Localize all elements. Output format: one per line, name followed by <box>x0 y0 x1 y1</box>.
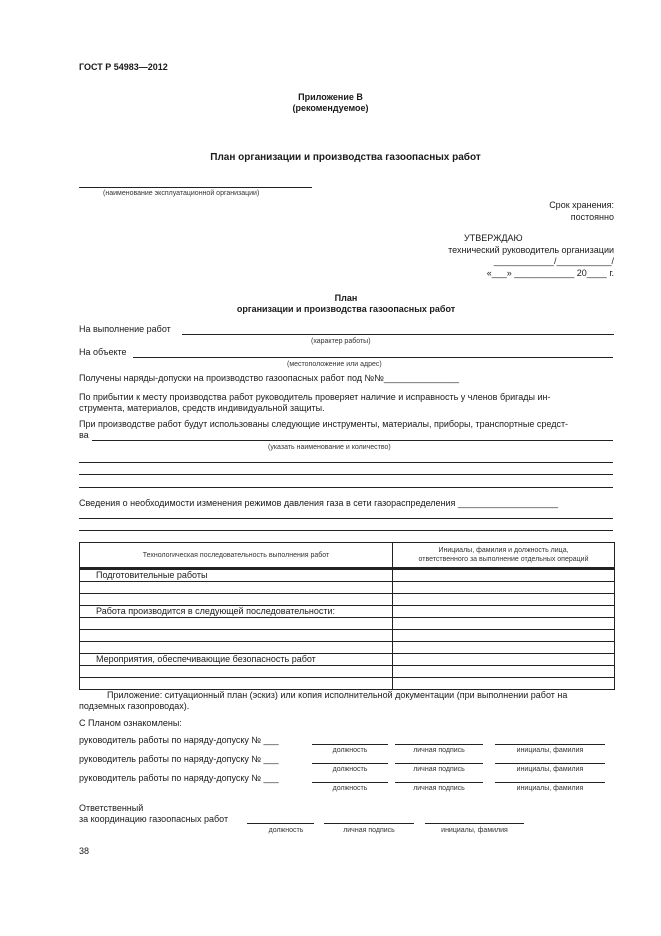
tools-text-1: При производстве работ будут использованы следующие инструменты, материалы, приборы, транспортные средст- <box>79 419 569 429</box>
table-cell <box>80 594 393 606</box>
approve-sign-line: ____________/___________/ <box>493 256 614 266</box>
table-cell <box>393 582 615 594</box>
signer-3-position-caption: должность <box>332 785 368 792</box>
signer-1-initials-line <box>495 744 605 745</box>
responsible-line-2: за координацию газоопасных работ <box>79 814 229 824</box>
signer-1-signature-caption: личная подпись <box>413 747 465 754</box>
responsible-signature-caption: личная подпись <box>343 827 395 834</box>
approve-date-line: «___» ____________ 20____ г. <box>486 268 614 278</box>
storage-value: постоянно <box>570 212 614 222</box>
signer-1-signature-line <box>395 744 483 745</box>
signer-label-3: руководитель работы по наряду-допуску № ___ <box>79 773 279 783</box>
table-cell <box>80 678 393 690</box>
pressure-text: Сведения о необходимости изменения режимов давления газа в сети газораспределения ____________________ <box>79 498 559 508</box>
attachment-note-2: подземных газопроводах). <box>79 701 190 711</box>
familiar-heading: С Планом ознакомлены: <box>79 718 182 728</box>
table-cell <box>393 618 615 630</box>
signer-2-signature-line <box>395 763 483 764</box>
standard-number: ГОСТ Р 54983—2012 <box>79 62 168 72</box>
table-cell <box>393 594 615 606</box>
signer-2-initials-line <box>495 763 605 764</box>
table-cell <box>393 642 615 654</box>
responsible-position-line <box>247 823 314 824</box>
tools-text-2: ва <box>79 430 89 440</box>
signer-3-position-line <box>312 782 388 783</box>
signer-3-initials-caption: инициалы, фамилия <box>516 785 584 792</box>
org-name-caption: (наименование эксплуатационной организации) <box>103 190 260 197</box>
check-text-1: По прибытии к месту производства работ руководитель проверяет наличие и исправность у членов бригады ин- <box>79 392 551 402</box>
page-number: 38 <box>79 846 90 856</box>
signer-1-initials-caption: инициалы, фамилия <box>516 747 584 754</box>
object-line <box>133 357 613 358</box>
work-line <box>182 334 614 335</box>
table-cell <box>393 570 615 582</box>
responsible-position-caption: должность <box>268 827 304 834</box>
table-cell <box>80 642 393 654</box>
signer-2-initials-caption: инициалы, фамилия <box>516 766 584 773</box>
table-cell <box>393 606 615 618</box>
table-cell <box>80 630 393 642</box>
signer-label-2: руководитель работы по наряду-допуску № ___ <box>79 754 279 764</box>
signer-3-signature-caption: личная подпись <box>413 785 465 792</box>
signer-2-signature-caption: личная подпись <box>413 766 465 773</box>
table-cell <box>80 582 393 594</box>
work-sequence-table <box>79 542 615 690</box>
object-label: На объекте <box>79 347 127 357</box>
work-label: На выполнение работ <box>79 324 171 334</box>
signer-3-initials-line <box>495 782 605 783</box>
storage-label: Срок хранения: <box>549 200 614 210</box>
signer-2-position-line <box>312 763 388 764</box>
signer-2-position-caption: должность <box>332 766 368 773</box>
signer-1-position-line <box>312 744 388 745</box>
table-cell <box>393 666 615 678</box>
attachment-note-1: Приложение: ситуационный план (эскиз) или копия исполнительной документации (при выполнении работ на <box>107 690 568 700</box>
work-caption: (характер работы) <box>311 338 371 345</box>
plan-title: План <box>334 293 358 303</box>
table-cell <box>80 666 393 678</box>
table-header-responsible <box>393 543 615 569</box>
check-text-2: струмента, материалов, средств индивидуальной защиты. <box>79 403 325 413</box>
object-caption: (местоположение или адрес) <box>287 361 382 368</box>
signer-1-position-caption: должность <box>332 747 368 754</box>
approve-position: технический руководитель организации <box>448 245 614 255</box>
appendix-title: Приложение В <box>298 92 363 102</box>
table-cell <box>80 618 393 630</box>
table-cell <box>393 630 615 642</box>
tools-blank-line-3 <box>79 487 613 488</box>
org-name-line <box>79 187 312 188</box>
signer-label-1: руководитель работы по наряду-допуску № ___ <box>79 735 279 745</box>
approve-title: УТВЕРЖДАЮ <box>464 233 523 243</box>
tools-caption: (указать наименование и количество) <box>268 444 391 451</box>
pressure-blank-line-1 <box>79 518 613 519</box>
responsible-signature-line <box>324 823 414 824</box>
table-header-sequence: Технологическая последовательность выполнения работ <box>80 543 393 569</box>
pressure-blank-line-2 <box>79 530 613 531</box>
appendix-subtitle: (рекомендуемое) <box>292 103 369 113</box>
table-cell <box>393 654 615 666</box>
header-responsible-line-2: ответственного за выполнение отдельных операций <box>418 556 589 563</box>
row-prep: Подготовительные работы <box>80 570 393 582</box>
tools-line <box>92 440 613 441</box>
main-title: План организации и производства газоопасных работ <box>210 152 481 163</box>
tools-blank-line-2 <box>79 474 613 475</box>
responsible-initials-line <box>425 823 524 824</box>
responsible-line-1: Ответственный <box>79 803 144 813</box>
row-sequence: Работа производится в следующей последовательности: <box>80 606 393 618</box>
table-cell <box>393 678 615 690</box>
row-safety: Мероприятия, обеспечивающие безопасность работ <box>80 654 393 666</box>
permits-text: Получены наряды-допуски на производство газоопасных работ под №№_______________ <box>79 373 459 383</box>
responsible-initials-caption: инициалы, фамилия <box>441 827 508 834</box>
signer-3-signature-line <box>395 782 483 783</box>
plan-subtitle: организации и производства газоопасных работ <box>236 304 456 314</box>
tools-blank-line-1 <box>79 462 613 463</box>
header-responsible-line-1: Инициалы, фамилия и должность лица, <box>438 547 569 554</box>
